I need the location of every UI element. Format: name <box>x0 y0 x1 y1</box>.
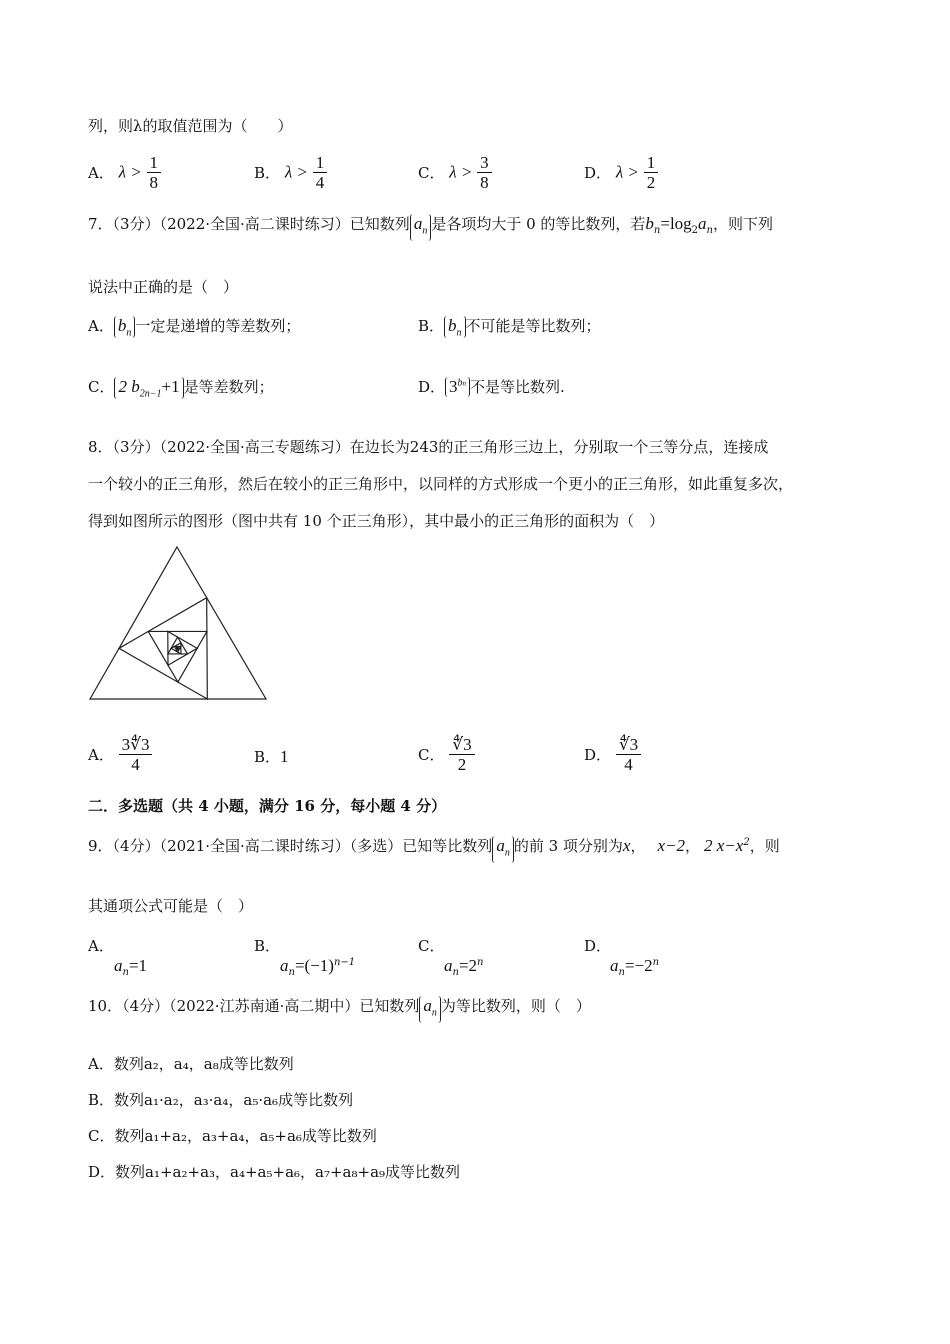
q8-stem-line1: 8．（3分）（2022·全国·高三专题练习）在边长为243的正三角形三边上，分别取一个三等分点，连接成 <box>88 438 769 456</box>
nested-triangles-figure <box>86 544 270 702</box>
q6-option-b[interactable]: B． λ > $\frac{1}{4}$ <box>254 153 327 192</box>
q9-stem: 9．（4分）（2021·全国·高二课时练习）（多选）已知等比数列 $a_n$ 的前 3 项分别为x， x−2， 2 $x-x^2$，则 <box>88 833 780 863</box>
sequence-2b: 2 $b_{2n-1}+1$ <box>114 377 183 399</box>
q10-option-d[interactable]: D．数列a₁+a₂+a₃，a₄+a₅+a₆，a₇+a₈+a₉成等比数列 <box>88 1163 461 1181</box>
q10-option-b[interactable]: B．数列a₁·a₂，a₃·a₄，a₅·a₆成等比数列 <box>88 1091 354 1109</box>
q10-option-c[interactable]: C．数列a₁+a₂，a₃+a₄，a₅+a₆成等比数列 <box>88 1127 377 1145</box>
q10-stem: 10．（4分）（2022·江苏南通·高二期中）已知数列 $a_n$ 为等比数列，则（ ） <box>88 996 591 1023</box>
q7-option-a[interactable]: A． $b_n$ 一定是递增的等差数列； <box>88 316 301 339</box>
q7-option-b[interactable]: B． $b_n$ 不可能是等比数列； <box>418 316 601 339</box>
q8-option-a[interactable]: A． $\frac{3∜3}{4}$ <box>88 735 152 774</box>
q8-option-b[interactable]: B．1 <box>254 747 289 766</box>
q9-option-b[interactable]: B． $a_n=(-1)^{n-1}$ <box>254 937 356 978</box>
sequence-a-n: $a_n$ <box>492 836 514 863</box>
q9-option-c[interactable]: C． $a_n=2^n$ <box>418 937 484 978</box>
q7-stem-line2: 说法中正确的是（ ） <box>88 278 239 296</box>
q9-stem-line2: 其通项公式可能是（ ） <box>88 897 254 915</box>
q7-option-d[interactable]: D． $3^{bn}$ 不是等比数列. <box>418 377 565 396</box>
q8-option-c[interactable]: C． $\frac{∜3}{2}$ <box>418 735 475 774</box>
q6-option-c[interactable]: C． λ > $\frac{3}{8}$ <box>418 153 492 192</box>
q7-stem: 7．（3分）（2022·全国·高二课时练习）已知数列 $a_n$ 是各项均大于 0 的等比数列，若$b_n=\log_2a_n$，则下列 <box>88 214 773 241</box>
fraction: $\frac{∜3}{2}$ <box>449 735 474 774</box>
fraction: $\frac{3}{8}$ <box>477 153 492 192</box>
triangle-2 <box>119 598 207 699</box>
q8-stem-line3: 得到如图所示的图形（图中共有 10 个正三角形），其中最小的正三角形的面积为（ ） <box>88 512 665 530</box>
sequence-3-pow-b: $3^{bn}$ <box>445 377 470 397</box>
q7-option-c[interactable]: C． 2 $b_{2n-1}+1$ 是等差数列； <box>88 377 274 400</box>
fraction: $\frac{∜3}{4}$ <box>616 735 641 774</box>
section-heading: 二．多选题（共 4 小题，满分 16 分，每小题 4 分） <box>88 797 447 815</box>
q10-option-a[interactable]: A．数列a₂，a₄，a₈成等比数列 <box>88 1055 294 1073</box>
q6-option-a[interactable]: A． λ > $\frac{1}{8}$ <box>88 153 161 192</box>
sequence-a-n: $a_n$ <box>410 214 432 241</box>
triangle-3 <box>148 631 207 682</box>
triangle-10 <box>177 648 178 649</box>
q9-option-d[interactable]: D． $a_n=-2^n$ <box>584 937 660 978</box>
q8-stem-line2: 一个较小的正三角形，然后在较小的正三角形中，以同样的方式形成一个更小的正三角形，如此重复多次， <box>88 475 794 493</box>
triangle-1 <box>90 547 266 699</box>
q8-option-d[interactable]: D． $\frac{∜3}{4}$ <box>584 735 641 774</box>
fraction: $\frac{3∜3}{4}$ <box>119 735 153 774</box>
fraction: $\frac{1}{8}$ <box>147 153 162 192</box>
sequence-b-n: $b_n$ <box>444 316 466 338</box>
sequence-b-n: $b_n$ <box>114 316 136 338</box>
fraction: $\frac{1}{4}$ <box>313 153 328 192</box>
q6-stem-tail: 列，则λ的取值范围为（ ） <box>88 117 293 135</box>
fraction: $\frac{1}{2}$ <box>644 153 659 192</box>
q6-option-d[interactable]: D． λ > $\frac{1}{2}$ <box>584 153 658 192</box>
q9-option-a[interactable]: A． $a_n=1$ <box>88 937 148 978</box>
sequence-a-n: $a_n$ <box>419 996 441 1023</box>
